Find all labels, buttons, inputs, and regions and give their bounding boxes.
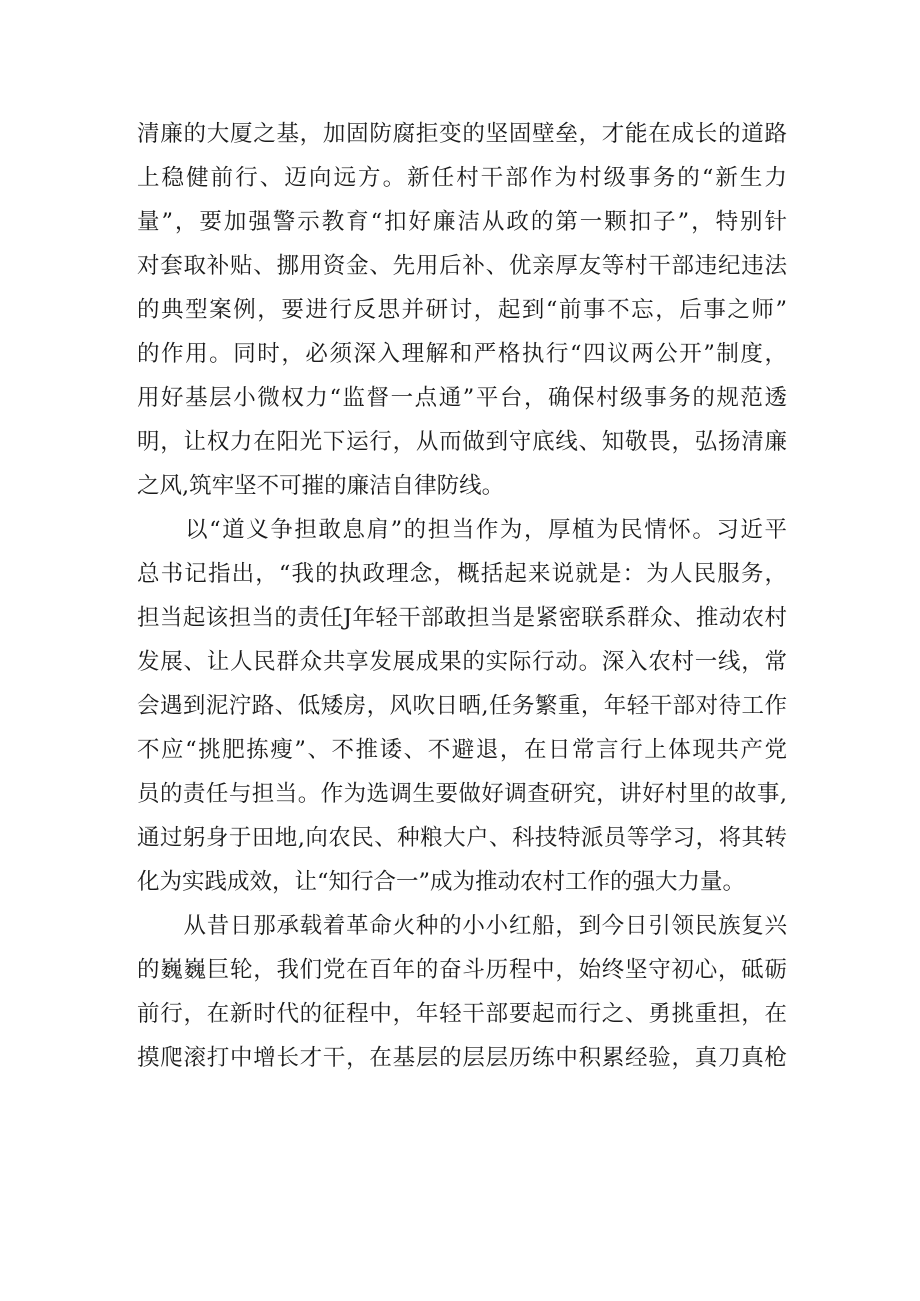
text-line: 摸爬滚打中增长才干，在基层的层层历练中积累经验，真刀真枪 <box>137 1045 787 1071</box>
paragraph-1 <box>137 112 787 508</box>
text-line: 担当起该担当的责任J年轻干部敢担当是紧密联系群众、推动农村 <box>137 605 787 631</box>
text-line: 清廉的大厦之基，加固防腐拒变的坚固壁垒，才能在成长的道路 <box>137 121 787 147</box>
text-line: 的作用。同时，必须深入理解和严格执行“四议两公开”制度， <box>137 341 787 367</box>
text-line: 前行，在新时代的征程中，年轻干部要起而行之、勇挑重担，在 <box>137 1001 787 1027</box>
text-line: 的典型案例，要进行反思并研讨，起到“前事不忘，后事之师” <box>137 297 787 323</box>
text-line: 化为实践成效，让“知行合一”成为推动农村工作的强大力量。 <box>137 869 746 895</box>
paragraph-2 <box>137 508 787 904</box>
text-line: 不应“挑肥拣瘦”、不推诿、不避退，在日常言行上体现共产党 <box>137 737 787 763</box>
text-line: 员的责任与担当。作为选调生要做好调查研究，讲好村里的故事, <box>137 781 787 807</box>
document-body <box>137 112 787 1080</box>
text-line: 上稳健前行、迈向远方。新任村干部作为村级事务的“新生力 <box>137 165 787 191</box>
text-line: 以“道义争担敢息肩”的担当作为，厚植为民情怀。习近平 <box>137 517 787 543</box>
text-line: 通过躬身于田地,向农民、种粮大户、科技特派员等学习，将其转 <box>137 825 787 851</box>
text-line: 明，让权力在阳光下运行，从而做到守底线、知敬畏，弘扬清廉 <box>137 429 787 455</box>
text-line: 会遇到泥泞路、低矮房，风吹日晒,任务繁重，年轻干部对待工作 <box>137 693 787 719</box>
text-line: 总书记指出，“我的执政理念，概括起来说就是：为人民服务， <box>137 561 787 587</box>
text-line: 用好基层小微权力“监督一点通”平台，确保村级事务的规范透 <box>137 385 787 411</box>
text-line: 对套取补贴、挪用资金、先用后补、优亲厚友等村干部违纪违法 <box>137 253 787 279</box>
text-line: 之风,筑牢坚不可摧的廉洁自律防线。 <box>137 473 505 499</box>
paragraph-3 <box>137 904 787 1080</box>
text-line: 量”，要加强警示教育“扣好廉洁从政的第一颗扣子”，特别针 <box>137 209 787 235</box>
text-line: 从昔日那承载着革命火种的小小红船，到今日引领民族复兴 <box>137 913 787 939</box>
text-line: 发展、让人民群众共享发展成果的实际行动。深入农村一线，常 <box>137 649 787 675</box>
text-line: 的巍巍巨轮，我们党在百年的奋斗历程中，始终坚守初心，砥砺 <box>137 957 787 983</box>
